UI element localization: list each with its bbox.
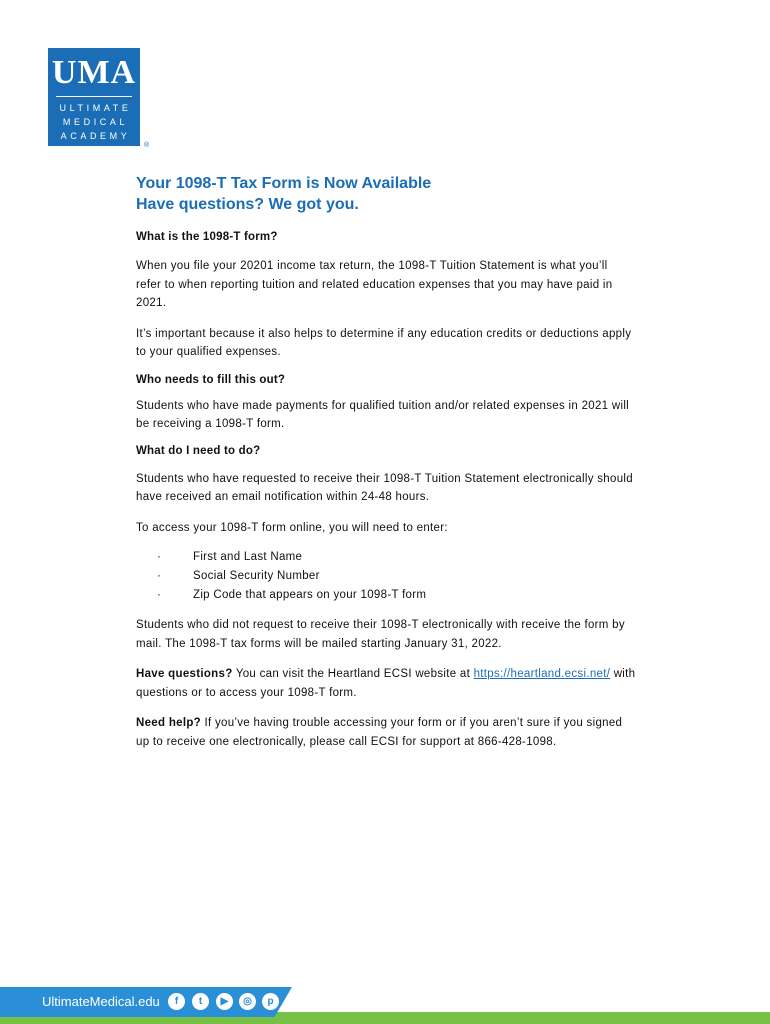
document-body [136,173,636,751]
list-item-text: Zip Code that appears on your 1098-T form [193,589,427,601]
list-item-text: Social Security Number [193,570,320,582]
page-title: Your 1098-T Tax Form is Now Available [136,175,432,192]
heartland-ecsi-link[interactable]: https://heartland.ecsi.net/ [473,668,611,680]
list-item-text: First and Last Name [193,551,303,563]
youtube-icon[interactable]: ▶ [216,993,233,1010]
list-item [136,548,636,567]
question-heading-what-to-do: What do I need to do? [136,444,261,457]
bullet-mark: · [157,570,162,582]
have-questions-lead: Have questions? [136,668,233,680]
logo-divider [56,96,132,97]
pinterest-icon[interactable]: p [262,993,279,1010]
paragraph-mail: Students who did not request to receive their 1098-T electronically with receive the form by mail. The 1098-T tax forms will be mailed starting January 31, 2022. [136,619,625,650]
paragraph-electronic: Students who have requested to receive their 1098-T Tuition Statement electronically should have received an email notification within 24-48 hours. [136,472,633,503]
list-item [136,567,636,586]
paragraph-need-help [136,714,636,751]
paragraph-what-is: When you file your 20201 income tax return, the 1098-T Tuition Statement is what you’ll refer to when reporting tuition and related education expenses that you may have paid in 2021. [136,260,613,309]
paragraph-have-questions [136,665,636,702]
logo-line-3: ACADEMY [60,131,131,141]
required-fields-list [136,548,636,605]
need-help-lead: Need help? [136,717,201,729]
twitter-icon[interactable]: t [192,993,209,1010]
page-subtitle: Have questions? We got you. [136,196,359,213]
logo-line-2: MEDICAL [62,117,129,127]
uma-logo [48,48,140,146]
list-item [136,586,636,605]
bullet-mark: · [157,589,162,601]
have-questions-tail: with questions or to access your 1098-T form. [136,668,636,699]
question-heading-who: Who needs to fill this out? [136,373,286,386]
paragraph-importance: It’s important because it also helps to determine if any education credits or deductions apply to your qualified expenses. [136,327,632,358]
need-help-text: If you’ve having trouble accessing your form or if you aren’t sure if you signed up to receive one electronically, please call ECSI for support at 866-428-1098. [136,717,623,748]
question-heading-what-is: What is the 1098-T form? [136,231,278,243]
paragraph-who: Students who have made payments for qualified tuition and/or related expenses in 2021 will be receiving a 1098-T form. [136,399,630,430]
registered-mark: ® [144,142,150,149]
have-questions-text: You can visit the Heartland ECSI website at [232,668,474,680]
facebook-icon[interactable]: f [168,993,185,1010]
footer-website-link[interactable]: UltimateMedical.edu [42,994,160,1009]
instagram-icon[interactable]: ◎ [239,993,256,1010]
logo-line-1: ULTIMATE [59,103,132,113]
page-footer [0,987,770,1024]
paragraph-access: To access your 1098-T form online, you will need to enter: [136,521,448,534]
logo-wordmark: UMA [51,54,137,91]
bullet-mark: · [157,551,162,563]
